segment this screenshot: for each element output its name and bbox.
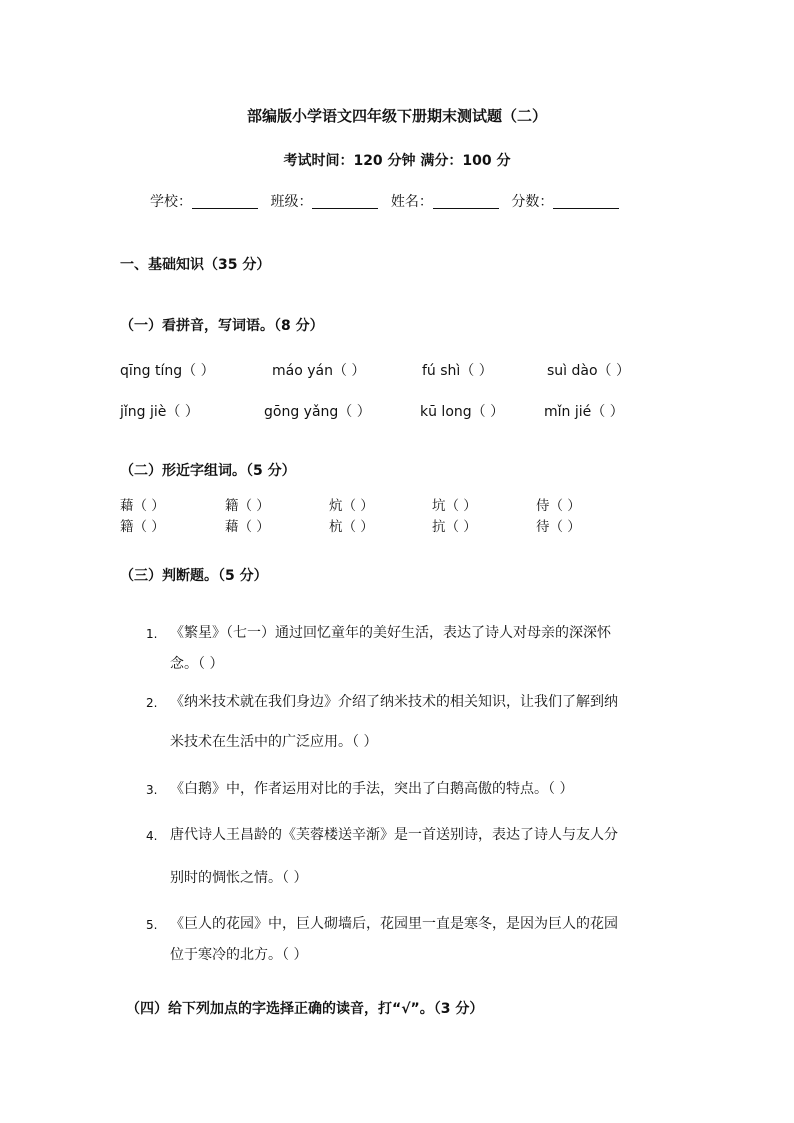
section3-heading: （三）判断题。（5 分） [120, 568, 268, 584]
name-label: 姓名： [390, 194, 433, 210]
score-label: 分数： [511, 194, 554, 210]
question-text: 《白鹅》中，作者运用对比的手法，突出了白鹅高傲的特点。（ ） [170, 781, 574, 797]
char-item: 抗（ ） [432, 519, 477, 535]
pinyin-item: suì dào（ ） [547, 363, 630, 379]
name-blank [433, 194, 499, 209]
student-info-row [150, 191, 627, 211]
pinyin-item: gōng yǎng（ ） [264, 404, 371, 420]
char-item: 待（ ） [536, 519, 581, 535]
char-item: 侍（ ） [536, 498, 581, 514]
question-text: 《繁星》（七一）通过回忆童年的美好生活，表达了诗人对母亲的深深怀 [170, 625, 611, 641]
pinyin-item: jǐng jiè（ ） [120, 404, 199, 420]
question-text: 《纳米技术就在我们身边》介绍了纳米技术的相关知识，让我们了解到纳 [170, 694, 618, 710]
question-number: 4. [146, 829, 158, 843]
question-text: 米技术在生活中的广泛应用。（ ） [170, 734, 378, 750]
question-number: 3. [146, 783, 158, 797]
exam-info: 考试时间：120 分钟 满分：100 分 [283, 153, 511, 169]
char-item: 藉（ ） [225, 519, 270, 535]
question-text: 唐代诗人王昌龄的《芙蓉楼送辛渐》是一首送别诗，表达了诗人与友人分 [170, 827, 618, 843]
question-text: 位于寒冷的北方。（ ） [170, 947, 308, 963]
char-item: 炕（ ） [329, 498, 374, 514]
pinyin-item: kū long（ ） [420, 404, 505, 420]
char-item: 籍（ ） [120, 519, 165, 535]
part1-heading: 一、基础知识（35 分） [120, 257, 271, 273]
question-text: 《巨人的花园》中，巨人砌墙后，花园里一直是寒冬，是因为巨人的花园 [170, 916, 618, 932]
char-item: 藉（ ） [120, 498, 165, 514]
pinyin-item: máo yán（ ） [272, 363, 366, 379]
question-text: 别时的惆怅之情。（ ） [170, 870, 308, 886]
question-number: 5. [146, 918, 158, 932]
pinyin-item: qīng tíng（ ） [120, 363, 215, 379]
pinyin-item: fú shì（ ） [422, 363, 493, 379]
section2-heading: （二）形近字组词。（5 分） [120, 463, 296, 479]
school-label: 学校： [150, 194, 192, 210]
section1-heading: （一）看拼音，写词语。（8 分） [120, 318, 324, 334]
question-number: 2. [146, 696, 158, 710]
char-item: 坑（ ） [432, 498, 477, 514]
question-number: 1. [146, 627, 158, 641]
section4-heading: （四）给下列加点的字选择正确的读音，打“√”。（3 分） [126, 1001, 484, 1017]
char-item: 杭（ ） [329, 519, 374, 535]
school-blank [192, 194, 258, 209]
class-blank [312, 194, 378, 209]
class-label: 班级： [270, 194, 313, 210]
char-item: 籍（ ） [225, 498, 270, 514]
question-text: 念。（ ） [170, 656, 224, 672]
page-title: 部编版小学语文四年级下册期末测试题（二） [246, 107, 547, 125]
pinyin-item: mǐn jié（ ） [544, 404, 624, 420]
score-blank [553, 194, 619, 209]
